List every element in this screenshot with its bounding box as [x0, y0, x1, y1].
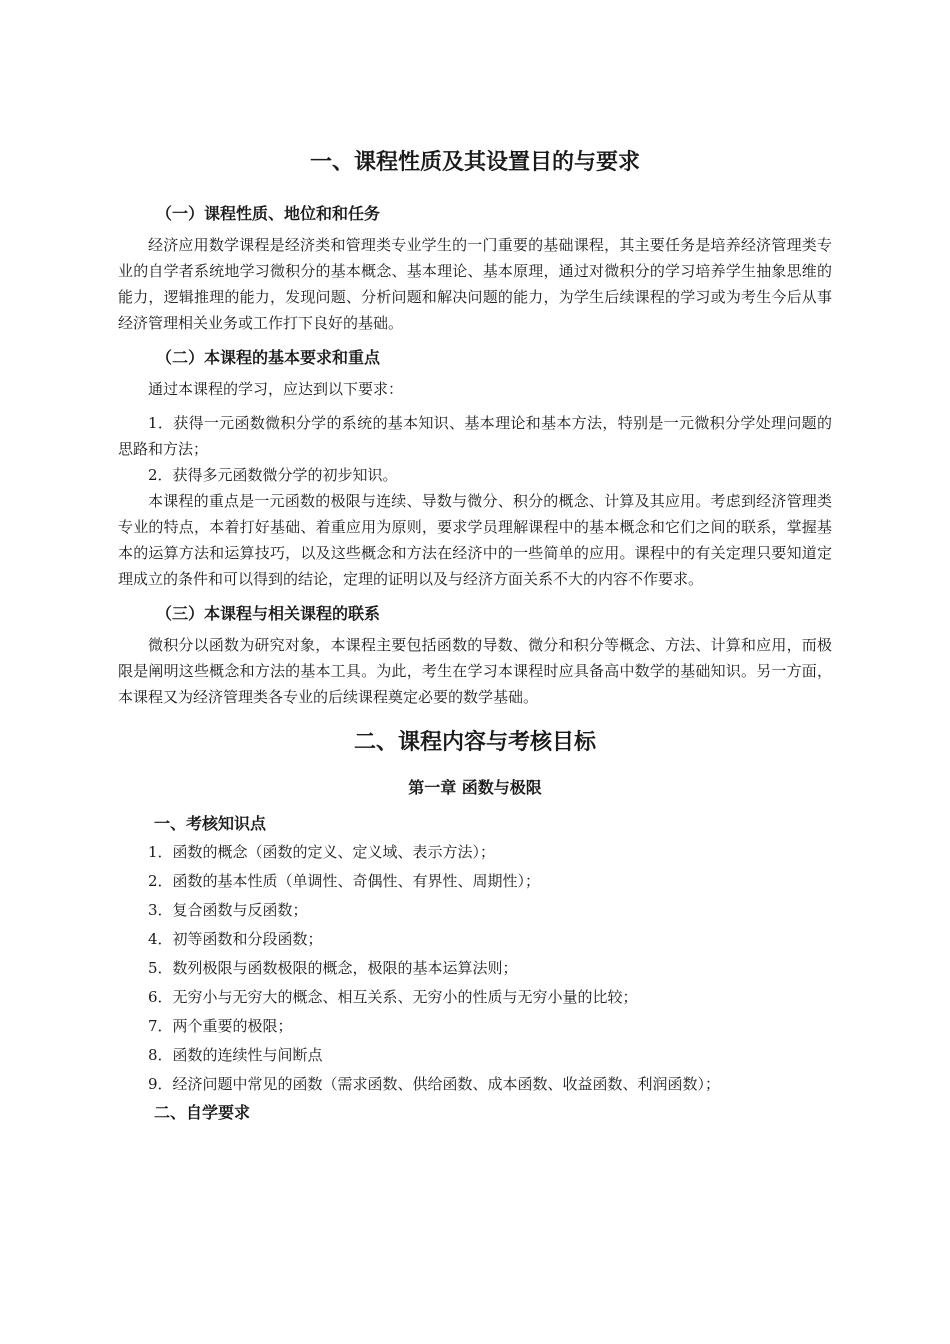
list-item: 8．函数的连续性与间断点	[148, 1046, 323, 1064]
list-item: 6．无穷小与无穷大的概念、相互关系、无穷小的性质与无穷小量的比较；	[148, 988, 638, 1006]
section-title-2: 二、课程内容与考核目标	[353, 730, 596, 755]
requirements-intro: 通过本课程的学习，应达到以下要求：	[148, 380, 404, 398]
section-title-1: 一、课程性质及其设置目的与要求	[309, 150, 640, 175]
list-item: 4．初等函数和分段函数；	[148, 930, 323, 948]
subsection-heading-1: （一）课程性质、地位和和任务	[156, 204, 381, 223]
subsection-heading-3: （三）本课程与相关课程的联系	[156, 604, 381, 623]
knowledge-points-list	[118, 838, 832, 1099]
list-item: 9．经济问题中常见的函数（需求函数、供给函数、成本函数、收益函数、利润函数）；	[148, 1075, 721, 1093]
chapter-title: 第一章 函数与极限	[408, 778, 542, 797]
subsection-paragraph-1: 经济应用数学课程是经济类和管理类专业学生的一门重要的基础课程，其主要任务是培养经济管理类专业的自学者系统地学习微积分的基本概念、基本理论、基本原理，通过对微积分的学习培养学生抽象思维的能力，逻辑推理的能力，发现问题、分析问题和解决问题的能力，为学生后续课程的学习或为考生今后从事经济管理相关业务或工作打下良好的基础。	[118, 236, 832, 332]
subsection-heading-2: （二）本课程的基本要求和重点	[156, 348, 381, 367]
requirement-1: 1．获得一元函数微积分学的系统的基本知识、基本理论和基本方法，特别是一元微积分学处理问题的思路和方法；	[118, 414, 832, 458]
self-study-heading: 二、自学要求	[154, 1103, 251, 1122]
list-item: 3．复合函数与反函数；	[148, 901, 308, 919]
requirement-2: 2．获得多元函数微分学的初步知识。	[148, 466, 398, 484]
list-item: 7．两个重要的极限；	[148, 1017, 293, 1035]
list-item: 5．数列极限与函数极限的概念，极限的基本运算法则；	[148, 959, 518, 977]
focus-paragraph: 本课程的重点是一元函数的极限与连续、导数与微分、积分的概念、计算及其应用。考虑到经济管理类专业的特点，本着打好基础、着重应用为原则，要求学员理解课程中的基本概念和它们之间的联系，掌握基本的运算方法和运算技巧，以及这些概念和方法在经济中的一些简单的应用。课程中的有关定理只要知道定理成立的条件和可以得到的结论，定理的证明以及与经济方面关系不大的内容不作要求。	[118, 492, 832, 588]
knowledge-points-heading: 一、考核知识点	[154, 814, 267, 833]
subsection-paragraph-3: 微积分以函数为研究对象，本课程主要包括函数的导数、微分和积分等概念、方法、计算和应用，而极限是阐明这些概念和方法的基本工具。为此，考生在学习本课程时应具备高中数学的基础知识。另一方面，本课程又为经济管理类各专业的后续课程奠定必要的数学基础。	[118, 636, 832, 706]
list-item: 1．函数的概念（函数的定义、定义域、表示方法）；	[148, 843, 496, 861]
list-item: 2．函数的基本性质（单调性、奇偶性、有界性、周期性）；	[148, 872, 541, 890]
